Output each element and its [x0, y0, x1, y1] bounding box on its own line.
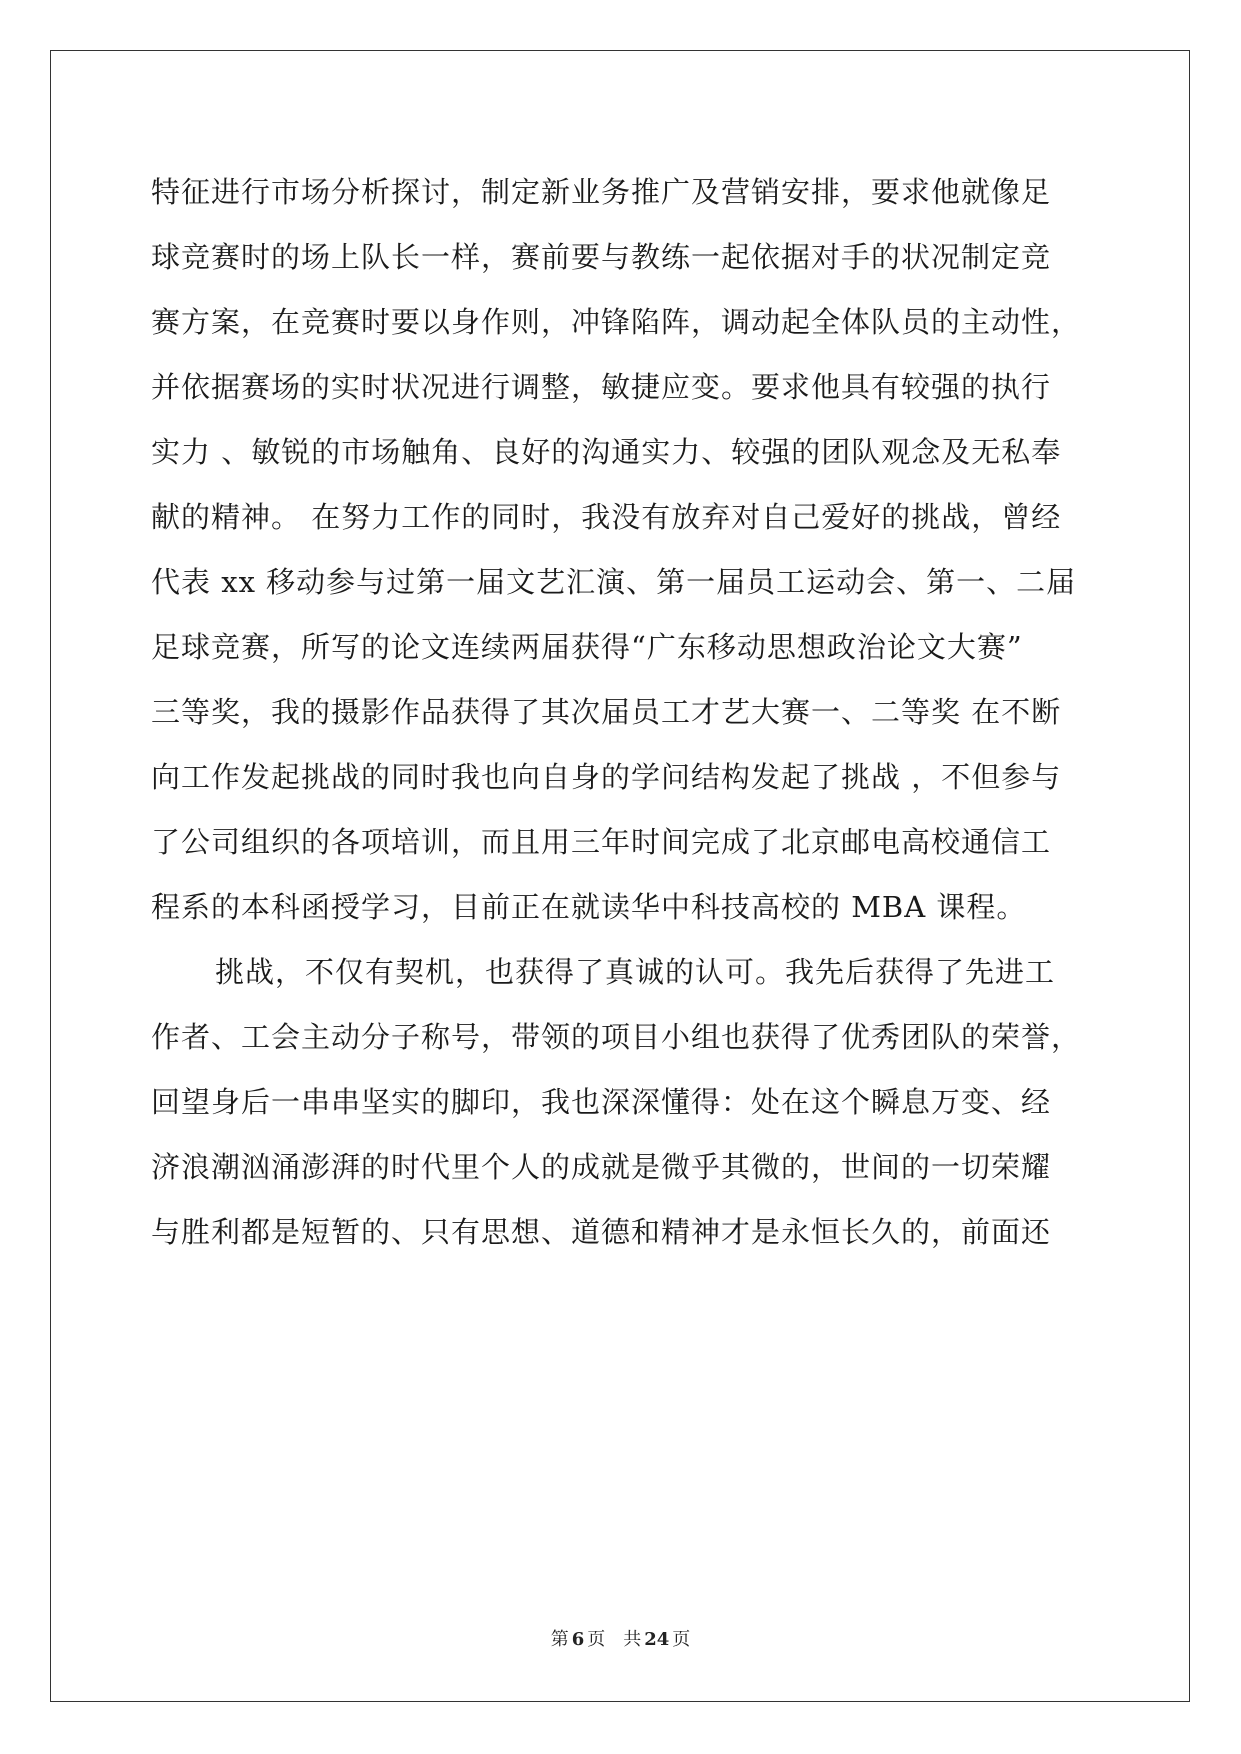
text-line: 并依据赛场的实时状况进行调整，敏捷应变。要求他具有较强的执行: [151, 370, 1052, 404]
paragraph-start-line: 挑战，不仅有契机，也获得了真诚的认可。我先后获得了先进工: [215, 955, 1056, 989]
total-suffix: 页: [672, 1629, 691, 1650]
text-line: 作者、工会主动分子称号，带领的项目小组也获得了优秀团队的荣誉，: [151, 1020, 1082, 1054]
text-line: 回望身后一串串坚实的脚印，我也深深懂得：处在这个瞬息万变、经: [151, 1085, 1052, 1119]
total-pages: 24: [644, 1629, 670, 1650]
body-text: [151, 160, 1091, 1265]
text-line: 代表 xx 移动参与过第一届文艺汇演、第一届员工运动会、第一、二届: [151, 565, 1077, 599]
text-line: 献的精神。 在努力工作的同时，我没有放弃对自己爱好的挑战，曾经: [151, 500, 1062, 534]
page-footer: [0, 1625, 1241, 1651]
text-line: 与胜利都是短暂的、只有思想、道德和精神才是永恒长久的，前面还: [151, 1215, 1052, 1249]
text-line: 向工作发起挑战的同时我也向自身的学问结构发起了挑战 ，不但参与: [151, 760, 1062, 794]
page-number: 6: [571, 1629, 585, 1650]
text-line: 特征进行市场分析探讨，制定新业务推广及营销安排，要求他就像足: [151, 175, 1052, 209]
text-line: 三等奖，我的摄影作品获得了其次届员工才艺大赛一、二等奖 在不断: [151, 695, 1062, 729]
text-line: 济浪潮汹涌澎湃的时代里个人的成就是微乎其微的，世间的一切荣耀: [151, 1150, 1052, 1184]
page-suffix: 页: [587, 1629, 606, 1650]
text-line: 球竞赛时的场上队长一样，赛前要与教练一起依据对手的状况制定竞: [151, 240, 1052, 274]
text-line: 实力 、敏锐的市场触角、良好的沟通实力、较强的团队观念及无私奉: [151, 435, 1062, 469]
page-prefix: 第: [550, 1629, 569, 1650]
text-line: 足球竞赛，所写的论文连续两届获得“广东移动思想政治论文大赛”: [151, 630, 1023, 664]
text-line: 了公司组织的各项培训，而且用三年时间完成了北京邮电高校通信工: [151, 825, 1052, 859]
text-line: 程系的本科函授学习，目前正在就读华中科技高校的 MBA 课程。: [151, 890, 1027, 924]
total-prefix: 共: [623, 1629, 642, 1650]
text-line: 赛方案，在竞赛时要以身作则，冲锋陷阵，调动起全体队员的主动性，: [151, 305, 1082, 339]
